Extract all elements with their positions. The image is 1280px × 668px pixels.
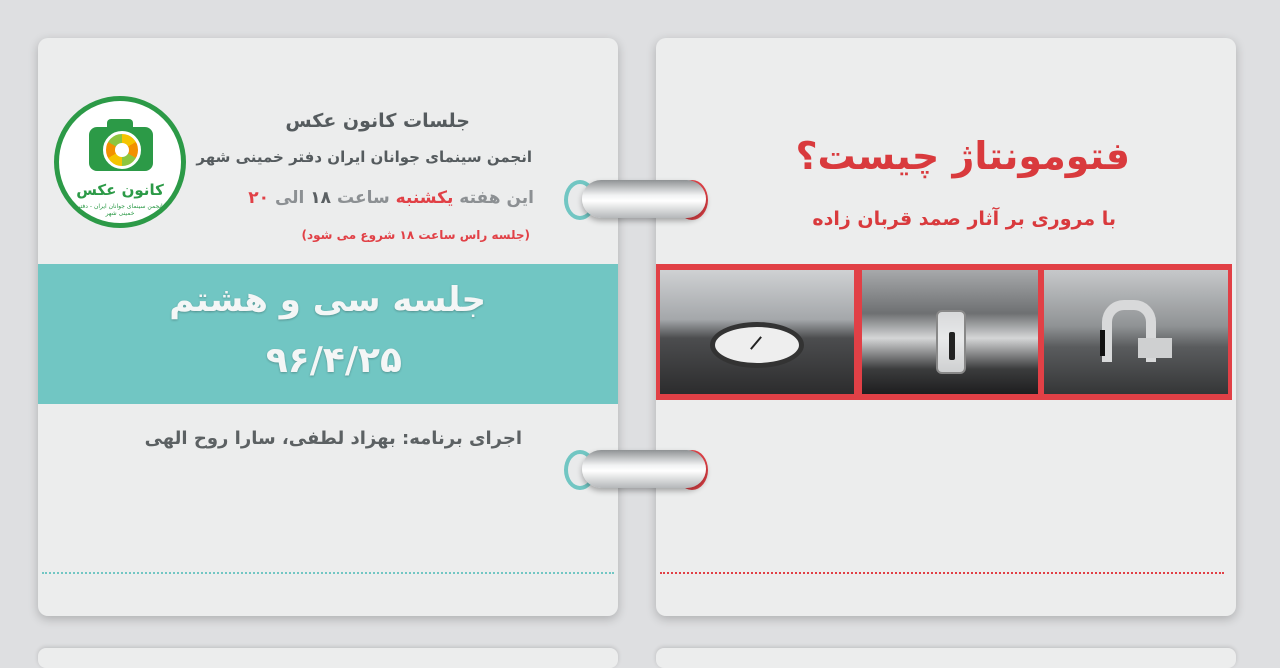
photo-person-in-jar [862,270,1038,394]
person-icon [1100,330,1105,356]
topic-subtitle: با مروری بر آثار صمد قربان زاده [812,208,1116,230]
topic-title: فتومونتاژ چیست؟ [795,134,1130,178]
binder-ring-top [582,180,706,218]
association-name: انجمن سینمای جوانان ایران دفتر خمینی شهر [196,148,532,166]
session-date: ۹۶/۴/۲۵ [265,340,402,381]
binder-ring-bottom [582,450,706,488]
aperture-center [115,143,129,157]
schedule-day: یکشنبه [395,188,454,208]
schedule-end: ۲۰ [248,188,270,208]
session-number: جلسه سی و هشتم [169,280,486,320]
dotted-divider [42,572,614,574]
logo-subtitle: انجمن سینمای جوانان ایران - دفتر خمینی شهر [77,203,163,217]
logo-name: کانون عکس [76,181,164,199]
clock-icon [710,322,804,368]
photo-strip [656,264,1232,400]
photo-pipe-arch [1044,270,1228,394]
schedule-prefix: این هفته [459,188,534,208]
photo-clock-desert [660,270,854,394]
start-note: (جلسه راس ساعت ۱۸ شروع می شود) [301,228,530,242]
schedule-line [248,188,534,208]
kanoon-akkas-logo [54,96,186,228]
next-card-left-edge [38,648,618,668]
meetings-title: جلسات کانون عکس [285,110,470,132]
session-info-card [38,38,618,616]
dotted-divider [660,572,1224,574]
pipe-base [1138,338,1172,358]
schedule-time-word: ساعت [336,188,390,208]
schedule-start: ۱۸ [310,188,332,208]
next-card-right-edge [656,648,1236,668]
schedule-until: الی [274,188,305,208]
topic-card [656,38,1236,616]
jar-icon [936,310,966,374]
presenters: اجرای برنامه: بهزاد لطفی، سارا روح الهی [144,428,522,449]
